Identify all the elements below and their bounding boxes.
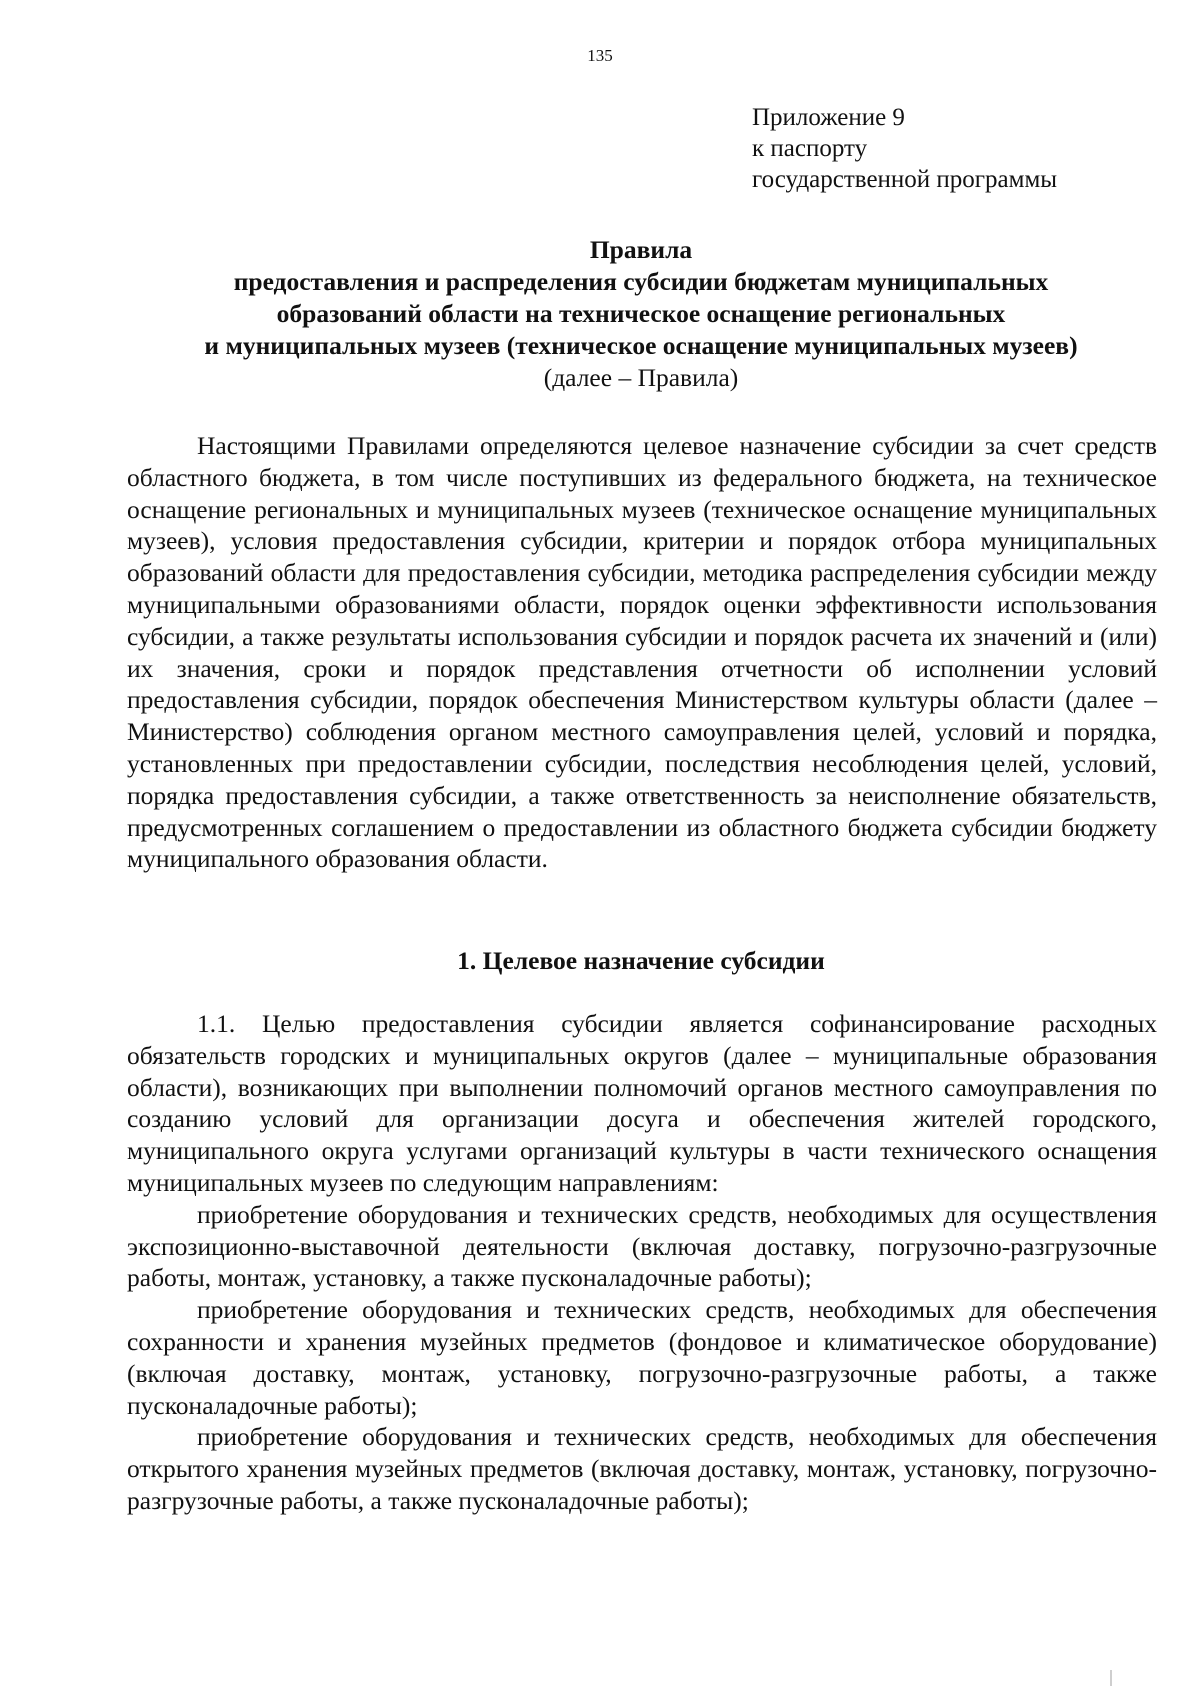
section-1-paragraph-2: приобретение оборудования и технических средств, необходимых для осуществления экспозиционно-выставочной деятельности (включая доставку, погрузочно-разгрузочные работы, монтаж, установку, а также пусконаладочные работы);	[127, 1199, 1157, 1293]
title-line-2: образований области на техническое оснащение региональных	[276, 299, 1006, 328]
section-1-body	[127, 1008, 1157, 1517]
title-heading: Правила	[589, 235, 693, 264]
section-1-paragraph-1: 1.1. Целью предоставления субсидии является софинансирование расходных обязательств городских и муниципальных округов (далее – муниципальные образования области), возникающих при выполнении полномочий органов местного самоуправления по созданию условий для организации досуга и обеспечения жителей городского, муниципального округа услугами организаций культуры в части технического оснащения муниципальных музеев по следующим направлениям:	[127, 1009, 1157, 1197]
page-number: 135	[587, 46, 613, 65]
appendix-line-2: к паспорту	[752, 135, 868, 162]
document-title	[120, 234, 1162, 394]
section-1-heading: 1. Целевое назначение субсидии	[457, 946, 825, 975]
section-1-paragraph-4: приобретение оборудования и технических средств, необходимых для обеспечения открытого хранения музейных предметов (включая доставку, монтаж, установку, погрузочно-разгрузочные работы, а также пусконаладочные работы);	[127, 1422, 1157, 1515]
title-line-3: и муниципальных музеев (техническое оснащение муниципальных музеев)	[204, 331, 1078, 360]
scan-mark	[1110, 1670, 1112, 1686]
intro-section	[127, 430, 1157, 875]
title-note: (далее – Правила)	[543, 363, 739, 392]
title-line-1: предоставления и распределения субсидии бюджетам муниципальных	[233, 267, 1049, 296]
appendix-line-3: государственной программы	[752, 166, 1058, 193]
appendix-reference	[752, 102, 1057, 195]
intro-paragraph: Настоящими Правилами определяются целевое назначение субсидии за счет средств областного бюджета, в том числе поступивших из федерального бюджета, на техническое оснащение региональных и муниципальных музеев (техническое оснащение муниципальных музеев), условия предоставления субсидии, критерии и порядок отбора муниципальных образований области для предоставления субсидии, методика распределения субсидии между муниципальными образованиями области, порядок оценки эффективности использования субсидии, а также результаты использования субсидии и порядок расчета их значений и (или) их значения, сроки и порядок представления отчетности об исполнении условий предоставления субсидии, порядок обеспечения Министерством культуры области (далее – Министерство) соблюдения органом местного самоуправления целей, условий и порядка, установленных при предоставлении субсидии, последствия несоблюдения целей, условий, порядка предоставления субсидии, а также ответственность за неисполнение обязательств, предусмотренных соглашением о предоставлении из областного бюджета субсидии бюджету муниципального образования области.	[127, 431, 1157, 874]
appendix-line-1: Приложение 9	[752, 104, 905, 131]
section-1-paragraph-3: приобретение оборудования и технических средств, необходимых для обеспечения сохранности и хранения музейных предметов (фондовое и климатическое оборудование) (включая доставку, монтаж, установку, погрузочно-разгрузочные работы, а также пусконаладочные работы);	[127, 1295, 1157, 1420]
